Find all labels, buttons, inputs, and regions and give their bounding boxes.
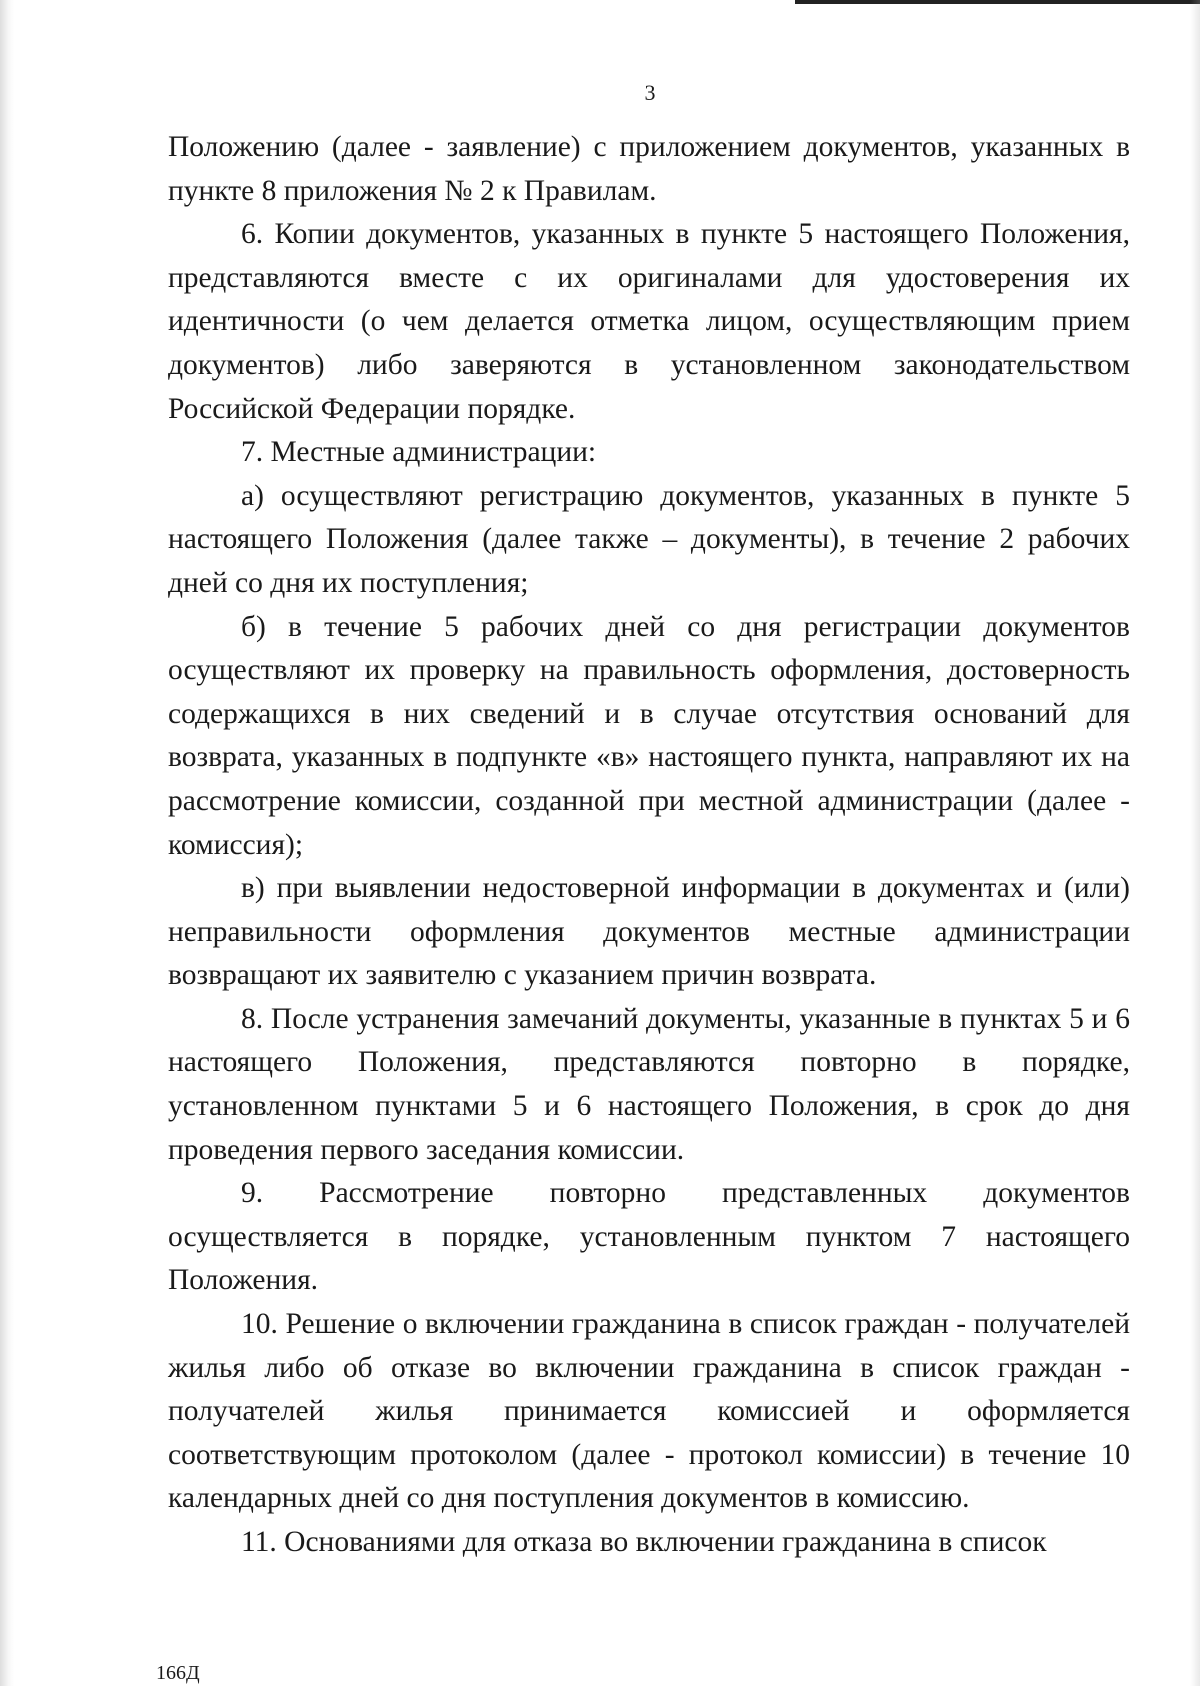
paragraph-item-7: 7. Местные администрации: [241, 436, 597, 469]
paragraph-continuation: Положению (далее - заявление) с приложением документов, указанных в пункте 8 приложения № 2 к Правилам. [168, 131, 1130, 207]
paragraph-subitem-a: а) осуществляют регистрацию документов, указанных в пункте 5 настоящего Положения (далее также – документы), в течение 2 рабочих дней со дня их поступления; [168, 479, 1130, 599]
paragraph-item-6: 6. Копии документов, указанных в пункте 5 настоящего Положения, представляются вместе с их оригиналами для удостоверения их идентичности (о чем делается отметка лицом, осуществляющим прием документов) либо заверяются в установленном законодательством Российской Федерации порядке. [168, 218, 1130, 425]
paragraph-item-8: 8. После устранения замечаний документы, указанные в пунктах 5 и 6 настоящего Положения, представляются повторно в порядке, установленном пунктами 5 и 6 настоящего Положения, в срок до дня проведения первого заседания комиссии. [168, 1002, 1130, 1166]
paragraph-subitem-v: в) при выявлении недостоверной информации в документах и (или) неправильности оформления документов местные администрации возвращают их заявителю с указанием причин возврата. [168, 872, 1130, 992]
document-body [168, 126, 1130, 1565]
document-code: 166Д [156, 1662, 200, 1684]
scan-right-edge [1190, 0, 1200, 1686]
paragraph-item-10: 10. Решение о включении гражданина в список граждан - получателей жилья либо об отказе во включении гражданина в список граждан - получателей жилья принимается комиссией и оформляется соответствующим протоколом (далее - протокол комиссии) в течение 10 календарных дней со дня поступления документов в комиссию. [168, 1308, 1130, 1515]
scan-top-rule [795, 0, 1200, 4]
paragraph-item-9: 9. Рассмотрение повторно представленных документов осуществляется в порядке, установленным пунктом 7 настоящего Положения. [168, 1177, 1130, 1297]
scan-left-edge [0, 0, 14, 1686]
paragraph-subitem-b: б) в течение 5 рабочих дней со дня регистрации документов осуществляют их проверку на правильность оформления, достоверность содержащихся в них сведений и в случае отсутствия оснований для возврата, указанных в подпункте «в» настоящего пункта, направляют их на рассмотрение комиссии, созданной при местной администрации (далее - комиссия); [168, 610, 1130, 861]
page-number: 3 [644, 80, 656, 105]
paragraph-item-11: 11. Основаниями для отказа во включении гражданина в список [241, 1526, 1047, 1558]
